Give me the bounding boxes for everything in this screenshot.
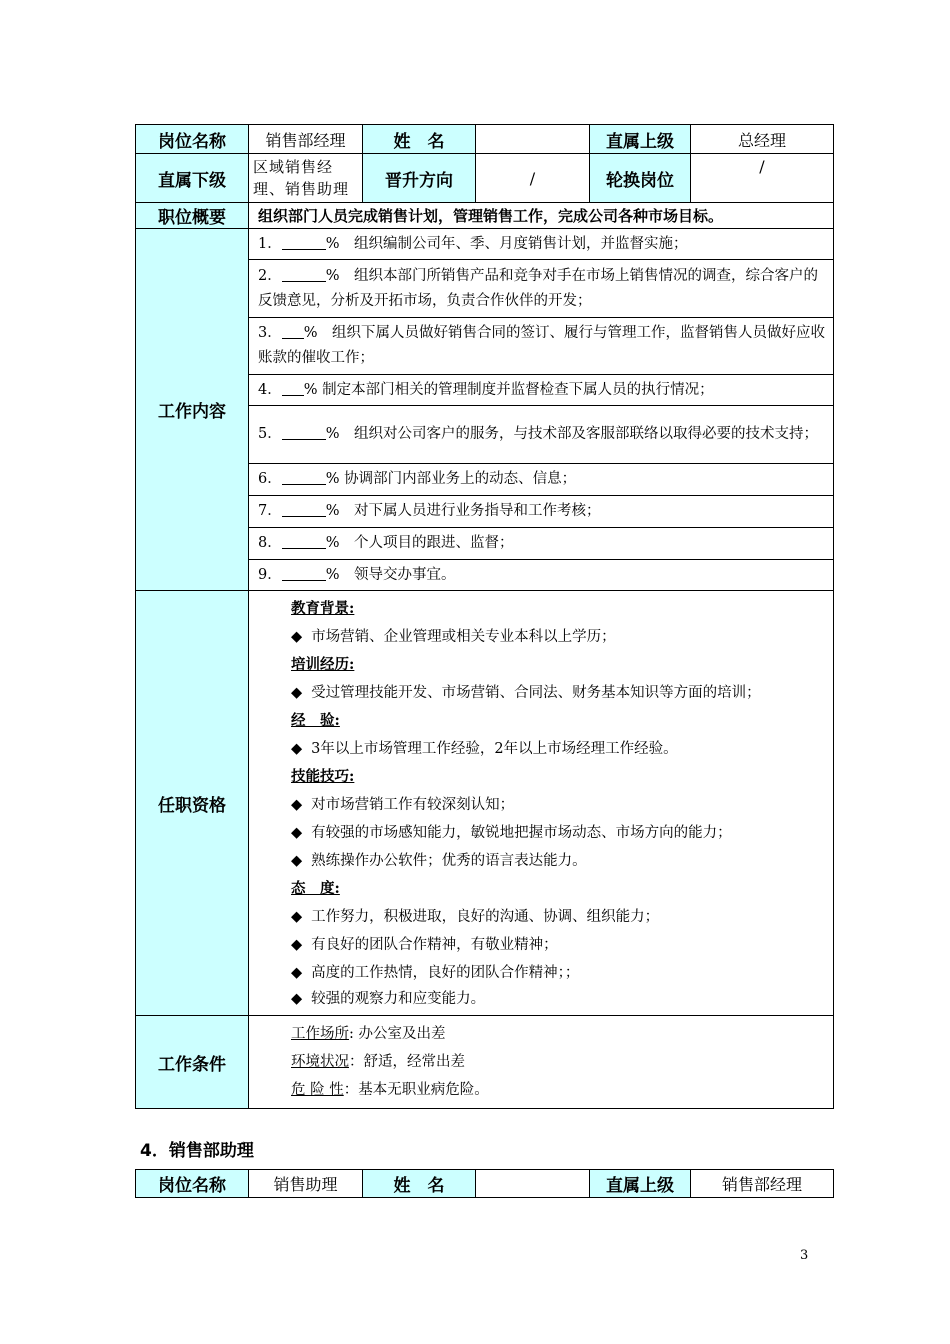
diamond-bullet-icon: ◆ [291,741,303,757]
superior-label: 直属上级 [590,125,691,154]
diamond-bullet-icon: ◆ [291,909,303,925]
diamond-bullet-icon: ◆ [291,991,303,1007]
post-name-label: 岗位名称 [136,125,249,154]
superior-value: 总经理 [691,125,834,154]
post-name-label: 岗位名称 [136,1170,249,1198]
list-item: ◆ 熟练操作办公软件；优秀的语言表达能力。 [291,853,587,869]
diamond-bullet-icon: ◆ [291,797,303,813]
name-label: 姓 名 [363,125,476,154]
page-number: 3 [800,1248,809,1263]
diamond-bullet-icon: ◆ [291,629,303,645]
diamond-bullet-icon: ◆ [291,685,303,701]
conditions-label: 工作条件 [136,1016,249,1109]
list-item: ◆ 受过管理技能开发、市场营销、合同法、财务基本知识等方面的培训； [291,685,761,701]
list-item: ◆ 工作努力，积极进取，良好的沟通、协调、组织能力； [291,909,660,925]
name-value [476,1170,590,1198]
name-label: 姓 名 [363,1170,476,1198]
list-item: ◆ 高度的工作热情，良好的团队合作精神；； [291,965,580,981]
list-item: ◆ 较强的观察力和应变能力。 [291,991,486,1007]
summary-text: 组织部门人员完成销售计划，管理销售工作，完成公司各种市场目标。 [249,203,834,229]
section-title-sales-assistant: 4．销售部助理 [140,1141,254,1161]
promotion-value: / [476,154,590,203]
attitude-title: 态 度: [291,880,340,897]
risk-row: 危 险 性：基本无职业病危险。 [291,1082,489,1098]
duty-item: 1． % 组织编制公司年、季、月度销售计划，并监督实施； [249,229,834,260]
training-title: 培训经历: [291,656,355,673]
duty-item: 6． % 协调部门内部业务上的动态、信息； [249,464,834,496]
summary-label: 职位概要 [136,203,249,229]
post-name-value: 销售部经理 [249,125,363,154]
superior-label: 直属上级 [590,1170,691,1198]
duty-item: 2． % 组织本部门所销售产品和竞争对手在市场上销售情况的调查，综合客户的反馈意见，分析及开拓市场，负责合作伙伴的开发； [249,260,834,318]
superior-value: 销售部经理 [691,1170,834,1198]
diamond-bullet-icon: ◆ [291,825,303,841]
diamond-bullet-icon: ◆ [291,965,303,981]
diamond-bullet-icon: ◆ [291,853,303,869]
conditions-content [249,1016,834,1109]
subordinate-value: 区域销售经理、销售助理 [249,154,363,203]
rotation-label: 轮换岗位 [590,154,691,203]
rotation-value: / [691,154,834,203]
duty-item: 8． % 个人项目的跟进、监督； [249,528,834,560]
qualifications-content [249,591,834,1016]
list-item: ◆ 有良好的团队合作精神，有敬业精神； [291,937,558,953]
list-item: ◆ 市场营销、企业管理或相关专业本科以上学历； [291,629,616,645]
experience-title: 经 验: [291,712,340,729]
subordinate-label: 直属下级 [136,154,249,203]
list-item: ◆ 有较强的市场感知能力，敏锐地把握市场动态、市场方向的能力； [291,825,732,841]
diamond-bullet-icon: ◆ [291,937,303,953]
list-item: ◆ 3年以上市场管理工作经验，2年以上市场经理工作经验。 [291,741,678,757]
duties-label: 工作内容 [136,229,249,591]
list-item: ◆ 对市场营销工作有较深刻认知； [291,797,515,813]
duty-item: 4． % 制定本部门相关的管理制度并监督检查下属人员的执行情况； [249,375,834,406]
duty-item: 5． % 组织对公司客户的服务，与技术部及客服部联络以取得必要的技术支持； [249,406,834,464]
name-value [476,125,590,154]
duty-item: 3． % 组织下属人员做好销售合同的签订、履行与管理工作，监督销售人员做好应收账款的催收工作； [249,318,834,375]
promotion-label: 晋升方向 [363,154,476,203]
environment-row: 环境状况：舒适，经常出差 [291,1054,465,1070]
qualifications-label: 任职资格 [136,591,249,1016]
duty-item: 9． % 领导交办事宜。 [249,560,834,591]
education-title: 教育背景: [291,600,355,617]
post-name-value: 销售助理 [249,1170,363,1198]
job-description-table-sales-manager [135,124,834,1109]
job-description-table-sales-assistant [135,1169,834,1198]
duty-item: 7． % 对下属人员进行业务指导和工作考核； [249,496,834,528]
skills-title: 技能技巧: [291,768,355,785]
work-place-row: 工作场所: 办公室及出差 [291,1026,446,1042]
